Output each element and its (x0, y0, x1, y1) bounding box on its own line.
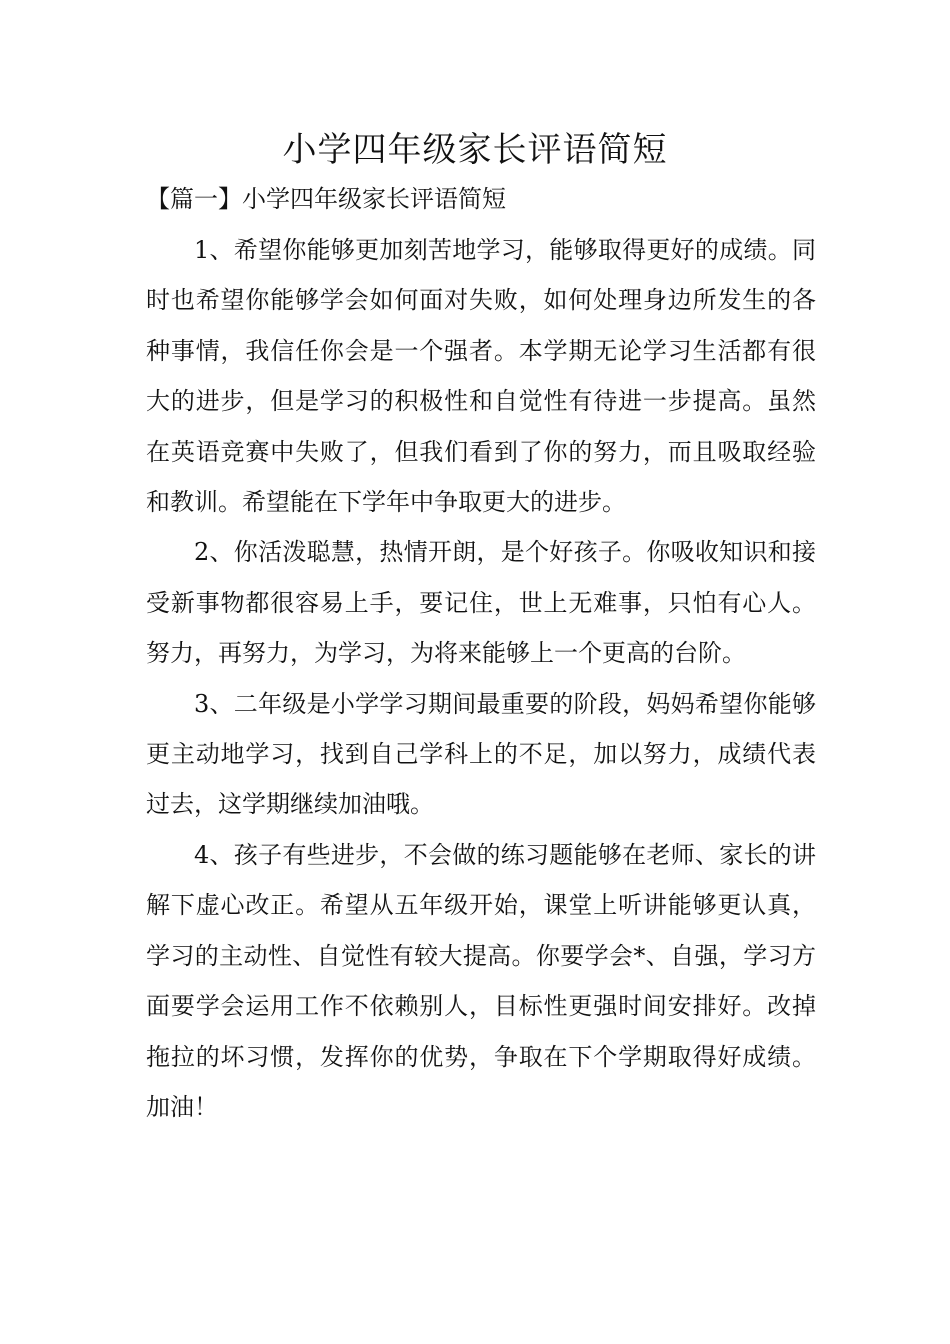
paragraph-4: 4、孩子有些进步，不会做的练习题能够在老师、家长的讲解下虚心改正。希望从五年级开始，课堂上听讲能够更认真，学习的主动性、自觉性有较大提高。你要学会*、自强，学习方面要学会运用工作不依赖别人，目标性更强时间安排好。改掉拖拉的坏习惯，发挥你的优势，争取在下个学期取得好成绩。加油！ (146, 840, 816, 1121)
paragraph-1: 1、希望你能够更加刻苦地学习，能够取得更好的成绩。同时也希望你能够学会如何面对失败，如何处理身边所发生的各种事情，我信任你会是一个强者。本学期无论学习生活都有很大的进步，但是学习的积极性和自觉性有待进一步提高。虽然在英语竞赛中失败了，但我们看到了你的努力，而且吸取经验和教训。希望能在下学年中争取更大的进步。 (146, 236, 816, 517)
paragraph-2: 2、你活泼聪慧，热情开朗，是个好孩子。你吸收知识和接受新事物都很容易上手，要记住，世上无难事，只怕有心人。努力，再努力，为学习，为将来能够上一个更高的台阶。 (146, 538, 816, 668)
document-body (146, 225, 816, 1132)
paragraph-3: 3、二年级是小学学习期间最重要的阶段，妈妈希望你能够更主动地学习，找到自己学科上的不足，加以努力，成绩代表过去，这学期继续加油哦。 (146, 689, 816, 819)
page-title: 小学四年级家长评语简短 (282, 130, 668, 170)
section-heading: 【篇一】小学四年级家长评语简短 (146, 185, 506, 213)
